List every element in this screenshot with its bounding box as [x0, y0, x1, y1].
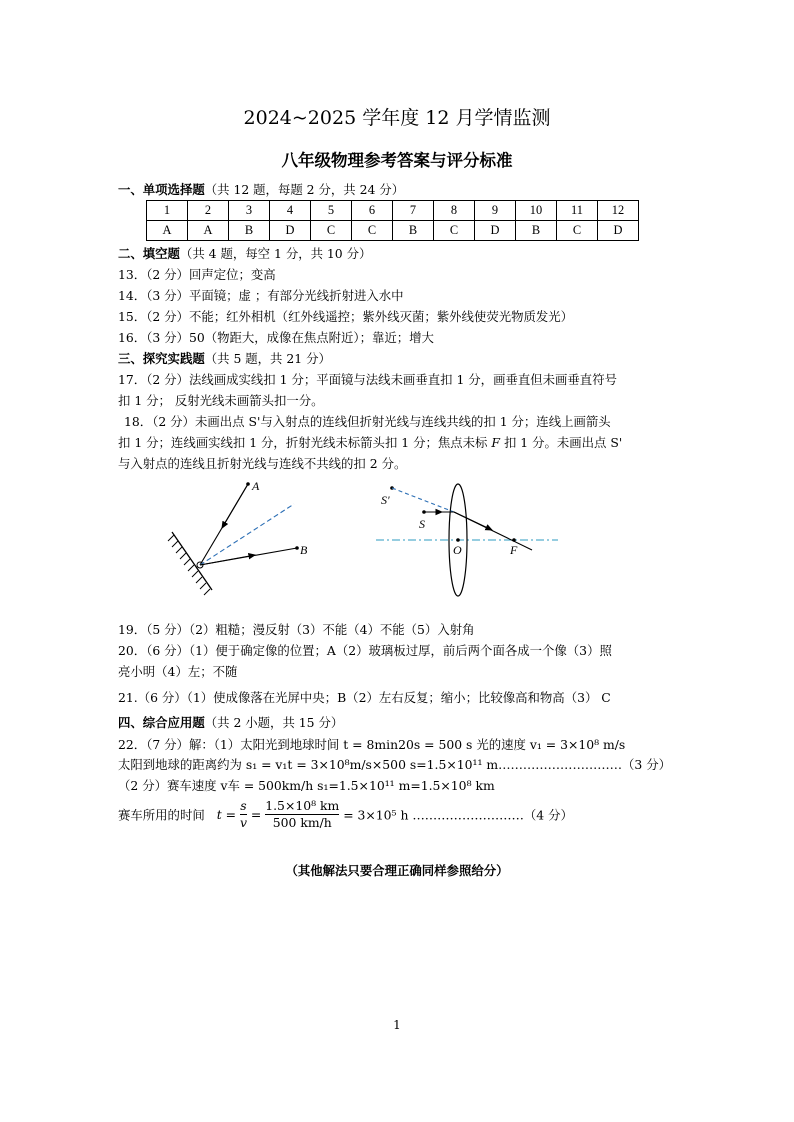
table-cell: B	[229, 221, 270, 241]
q18-text-b: 扣 1 分。未画出点 S'	[500, 435, 623, 450]
point-b-dot	[295, 546, 299, 550]
answer-q22-line4	[118, 798, 573, 831]
optical-center-dot	[456, 538, 460, 542]
answer-q22-line2: 太阳到地球的距离约为 s₁ = v₁t = 3×10⁸m/s×500 s=1.5×10¹¹ m…………………………（3 分）	[118, 757, 672, 772]
q22-result: = 3×10⁵ h ………………………（4 分）	[339, 807, 573, 823]
table-cell: A	[188, 221, 229, 241]
table-cell: 6	[352, 201, 393, 221]
section2-heading	[118, 246, 371, 262]
answer-q18-line3: 与入射点的连线且折射光线与连线不共线的扣 2 分。	[118, 456, 407, 471]
section4-note: （共 2 小题，共 15 分）	[204, 715, 344, 730]
section4-heading	[118, 715, 343, 731]
answer-q19: 19．（5 分）（2）粗糙；漫反射（3）不能（4）不能（5）入射角	[118, 622, 475, 637]
q18-text-a: 扣 1 分；连线画实线扣 1 分，折射光线未标箭头扣 1 分；焦点未标	[118, 435, 492, 450]
lens-figure	[376, 484, 558, 596]
label-s-prime: S'	[381, 493, 390, 507]
section1-title: 一、单项选择题	[118, 182, 205, 197]
table-cell: 11	[557, 201, 598, 221]
table-cell: 2	[188, 201, 229, 221]
table-cell: C	[434, 221, 475, 241]
section3-note: （共 5 题，共 21 分）	[204, 351, 331, 366]
incident-ray-arrow	[222, 484, 248, 528]
optics-figures	[160, 474, 580, 614]
fraction-s-over-v	[240, 798, 247, 831]
footer-note: （其他解法只要合理正确同样参照给分）	[285, 863, 509, 878]
table-cell: D	[598, 221, 639, 241]
q22-t-var: t	[216, 807, 222, 822]
answer-q13: 13．（2 分）回声定位；变高	[118, 267, 276, 282]
focus-dot	[512, 538, 516, 542]
answer-q20-line1: 20．（6 分）（1）便于确定像的位置；A（2）玻璃板过厚，前后两个面各成一个像（3）照	[118, 643, 612, 658]
table-cell: D	[475, 221, 516, 241]
table-cell: D	[270, 221, 311, 241]
table-cell: C	[352, 221, 393, 241]
q22-eq2: =	[250, 807, 262, 822]
answer-table-numbers	[147, 201, 639, 221]
virtual-extension-line	[392, 488, 454, 512]
answer-table	[146, 200, 639, 241]
q18-focus-var: F	[491, 435, 500, 450]
answer-q22-line3: （2 分）赛车速度 v车 = 500km/h s₁=1.5×10¹¹ m=1.5×10⁸ km	[118, 778, 495, 793]
section1-heading	[118, 182, 404, 198]
page-title: 2024~2025 学年度 12 月学情监测	[243, 107, 551, 129]
answer-q14: 14．（3 分）平面镜；虚 ；有部分光线折射进入水中	[118, 288, 404, 303]
section3-title: 三、探究实践题	[118, 351, 205, 366]
table-cell: 12	[598, 201, 639, 221]
fraction-value	[265, 798, 339, 831]
label-s: S	[419, 517, 425, 531]
table-cell: 10	[516, 201, 557, 221]
page-subtitle: 八年级物理参考答案与评分标准	[281, 151, 513, 170]
table-cell: 1	[147, 201, 188, 221]
normal-line	[200, 504, 294, 565]
section3-heading	[118, 351, 331, 367]
table-cell: 4	[270, 201, 311, 221]
fraction-numerator: s	[240, 798, 247, 813]
fraction-denominator: v	[239, 815, 247, 830]
q22-eq: =	[221, 807, 240, 822]
section4-title: 四、综合应用题	[118, 715, 205, 730]
table-cell: C	[557, 221, 598, 241]
table-cell: B	[393, 221, 434, 241]
section1-note: （共 12 题，每题 2 分，共 24 分）	[204, 182, 405, 197]
q22-time-label: 赛车所用的时间	[118, 807, 205, 823]
answer-q18-line2	[118, 435, 622, 451]
label-b: B	[300, 543, 308, 557]
label-o: O	[453, 543, 462, 557]
section2-note: （共 4 题，每空 1 分，共 10 分）	[179, 246, 372, 261]
answer-q21: 21.（6 分）（1）使成像落在光屏中央；B（2）左右反复；缩小；比较像高和物高（3） C	[118, 690, 611, 705]
table-cell: 3	[229, 201, 270, 221]
table-cell: 8	[434, 201, 475, 221]
answer-table-answers	[147, 221, 639, 241]
point-a-dot	[246, 482, 250, 486]
label-f: F	[510, 543, 518, 557]
answer-q18-line1: 18．（2 分）未画出点 S'与入射点的连线但折射光线与连线共线的扣 1 分；连线上画箭头	[124, 414, 611, 429]
page-number: 1	[393, 1018, 401, 1032]
table-cell: C	[311, 221, 352, 241]
section2-title: 二、填空题	[118, 246, 180, 261]
answer-q17-line1: 17．（2 分）法线画成实线扣 1 分；平面镜与法线未画垂直扣 1 分，画垂直但未画垂直符号	[118, 372, 617, 387]
table-cell: A	[147, 221, 188, 241]
answer-q20-line2: 亮小明（4）左；不随	[118, 664, 238, 679]
label-a: A	[252, 479, 260, 493]
table-cell: 7	[393, 201, 434, 221]
table-cell: 9	[475, 201, 516, 221]
table-cell: B	[516, 221, 557, 241]
answer-q17-line2: 扣 1 分； 反射光线未画箭头扣一分。	[118, 393, 324, 408]
mirror-hatching	[168, 535, 210, 595]
fraction-numerator: 1.5×10⁸ km	[265, 798, 340, 813]
table-cell: 5	[311, 201, 352, 221]
plane-mirror	[172, 532, 212, 590]
answer-q16: 16．（3 分）50（物距大，成像在焦点附近）；靠近；增大	[118, 330, 434, 345]
fraction-denominator: 500 km/h	[272, 815, 332, 830]
answer-q22-line1: 22．（7 分）解：（1）太阳光到地球时间 t = 8min20s = 500 s 光的速度 v₁ = 3×10⁸ m/s	[118, 737, 626, 752]
answer-q15: 15．（2 分）不能；红外相机（红外线遥控；紫外线灭菌；紫外线使荧光物质发光）	[118, 309, 574, 324]
refracted-ray-arrow	[454, 512, 492, 530]
mirror-figure	[168, 479, 308, 595]
